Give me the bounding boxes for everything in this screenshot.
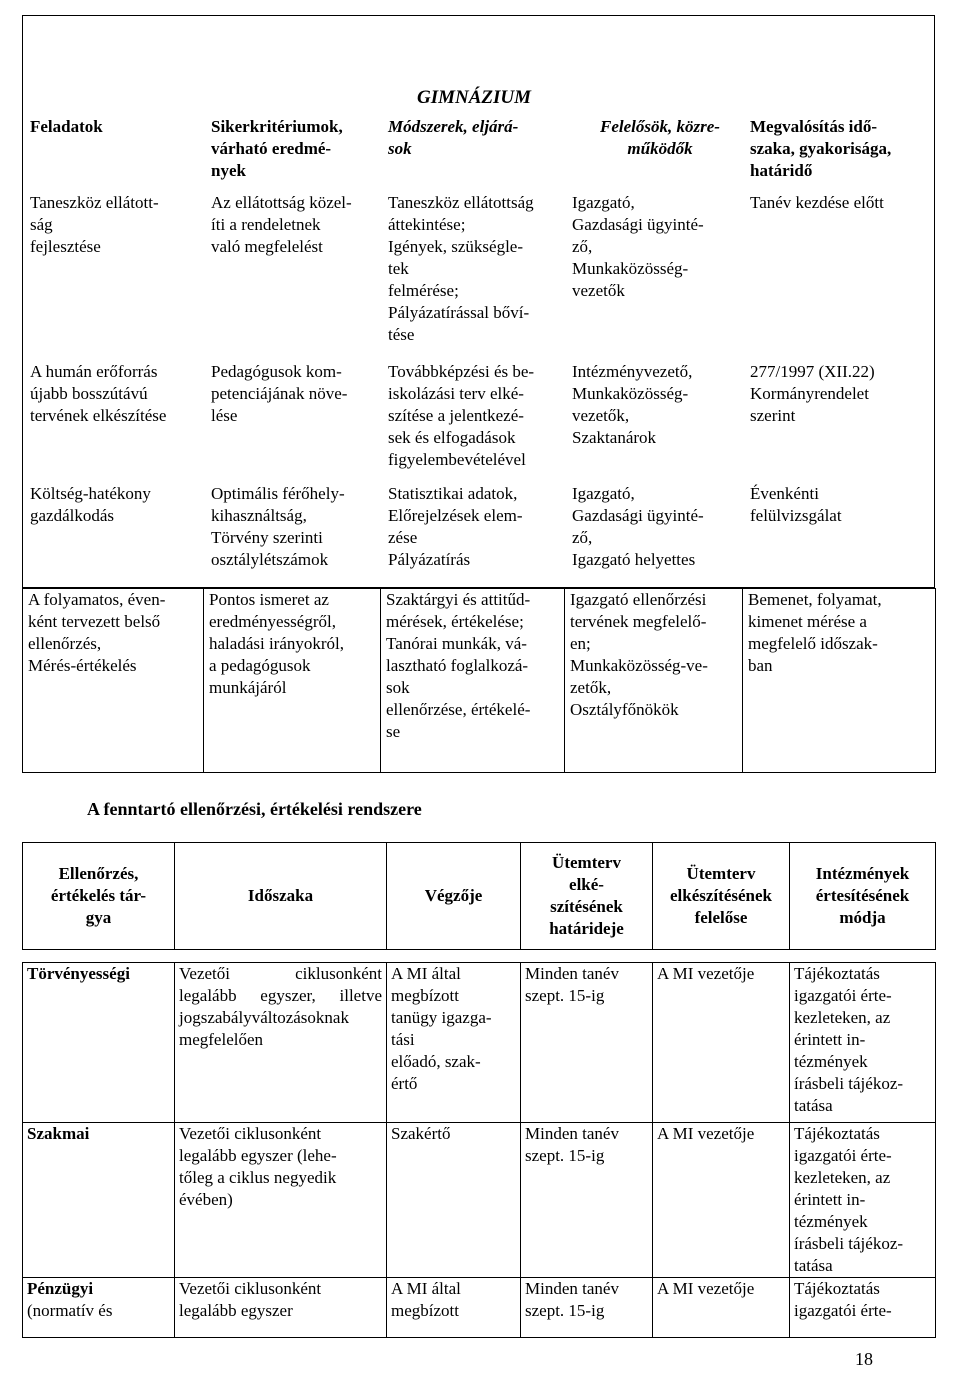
school-title: GIMNÁZIUM [417,87,532,108]
col-header-vegzo: Végzője [387,843,521,950]
felelos-cell: A MI vezetője [653,963,790,1123]
idoszak-cell: Vezetői ciklusonként legalább egyszer (lehe- tőleg a ciklus negyedik évében) [175,1123,387,1278]
header-sikerkriteriumok: Sikerkritériumok, várható eredmé- nyek [211,117,343,180]
col-header-hatarido: Ütemterv elké- szítésének határideje [521,843,653,950]
targy-cell: Szakmai [23,1123,175,1278]
row1-ido: Tanév kezdése előtt [750,193,884,212]
row2-felelos: Intézményvezető, Munkaközösség- vezetők, Szaktanárok [572,362,693,447]
targy-cell: Törvényességi [23,963,175,1123]
header-modszerek: Módszerek, eljárá- sok [388,117,519,158]
hatarido-cell: Minden tanév szept. 15-ig [521,1278,653,1338]
col-header-felelos: Ütemterv elkészítésének felelőse [653,843,790,950]
targy-extra: (normatív és [27,1301,113,1320]
table-header-row [23,843,936,950]
row2-modszer: Továbbképzési és be- iskolázási terv elké- szítése a jelentkezé- sek és elfogadások figyelembevételével [388,362,535,469]
table-row [23,963,936,1123]
row4-siker: Pontos ismeret az eredményességről, haladási irányokról, a pedagógusok munkájáról [204,589,381,773]
row4-ido: Bemenet, folyamat, kimenet mérése a megfelelő időszak- ban [743,589,936,773]
row4-feladat: A folyamatos, éven- ként tervezett belső ellenőrzés, Mérés-értékelés [23,589,204,773]
felelos-cell: A MI vezetője [653,1123,790,1278]
idoszak-cell: Vezetői ciklusonként legalább egyszer, illetve jogszabályváltozásoknak megfelelően [175,963,387,1123]
col-header-idoszak: Időszaka [175,843,387,950]
row2-siker: Pedagógusok kom- petenciájának növe- lése [211,362,348,425]
row1-feladat: Taneszköz ellátott- ság fejlesztése [30,193,159,256]
felelos-cell: A MI vezetője [653,1278,790,1338]
fenntarto-table [22,842,936,1338]
row1-siker: Az ellátottság közel- íti a rendeletnek való megfelelést [211,193,352,256]
row2-ido: 277/1997 (XII.22) Kormányrendelet szerint [750,362,875,425]
vegzo-cell: Szakértő [387,1123,521,1278]
row4-modszer: Szaktárgyi és attitűd- mérések, értékelése; Tanórai munkák, vá- lasztható foglalkozá- sok ellenőrzése, értékelé- se [381,589,565,773]
table-row [23,1278,936,1338]
hatarido-cell: Minden tanév szept. 15-ig [521,963,653,1123]
targy-label: Pénzügyi [27,1279,94,1298]
row3-ido: Évenkénti felülvizsgálat [750,484,842,525]
page-number: 18 [855,1349,873,1369]
header-feladatok: Feladatok [30,117,103,136]
table-row [23,589,936,773]
section-title: A fenntartó ellenőrzési, értékelési rendszere [87,799,422,819]
mod-cell: Tájékoztatás igazgatói érte- [790,1278,936,1338]
row1-modszer: Taneszköz ellátottság áttekintése; Igények, szükségle- tek felmérése; Pályázatírással bőví- tése [388,193,534,344]
header-felelosok: Felelősök, közre- működők [600,117,720,158]
col-header-mod: Intézmények értesítésének módja [790,843,936,950]
hatarido-cell: Minden tanév szept. 15-ig [521,1123,653,1278]
row3-modszer: Statisztikai adatok, Előrejelzések elem- zése Pályázatírás [388,484,523,569]
header-megvalositas: Megvalósítás idő- szaka, gyakorisága, határidő [750,117,892,180]
row2-feladat: A humán erőforrás újabb bosszútávú tervének elkészítése [30,362,167,425]
row1-felelos: Igazgató, Gazdasági ügyinté- ző, Munkaközösség- vezetők [572,193,704,300]
vegzo-cell: A MI által megbízott tanügy igazga- tási előadó, szak- értő [387,963,521,1123]
table-row [23,1123,936,1278]
row3-siker: Optimális férőhely- kihasználtság, Törvény szerinti osztálylétszámok [211,484,345,569]
table-gap-row [23,950,936,963]
row4-felelos: Igazgató ellenőrzési tervének megfelelő- en; Munkaközösség-ve- zetők, Osztályfőnökök [565,589,743,773]
targy-cell [23,1278,175,1338]
row3-felelos: Igazgató, Gazdasági ügyinté- ző, Igazgató helyettes [572,484,704,569]
vegzo-cell: A MI által megbízott [387,1278,521,1338]
col-header-targy: Ellenőrzés, értékelés tár- gya [23,843,175,950]
belso-ellenorzes-table [22,588,936,773]
mod-cell: Tájékoztatás igazgatói érte- kezleteken, az érintett in- tézmények írásbeli tájékoz- tatása [790,963,936,1123]
idoszak-cell: Vezetői ciklusonként legalább egyszer [175,1278,387,1338]
row3-feladat: Költség-hatékony gazdálkodás [30,484,151,525]
mod-cell: Tájékoztatás igazgatói érte- kezleteken, az érintett in- tézmények írásbeli tájékoz- tatása [790,1123,936,1278]
